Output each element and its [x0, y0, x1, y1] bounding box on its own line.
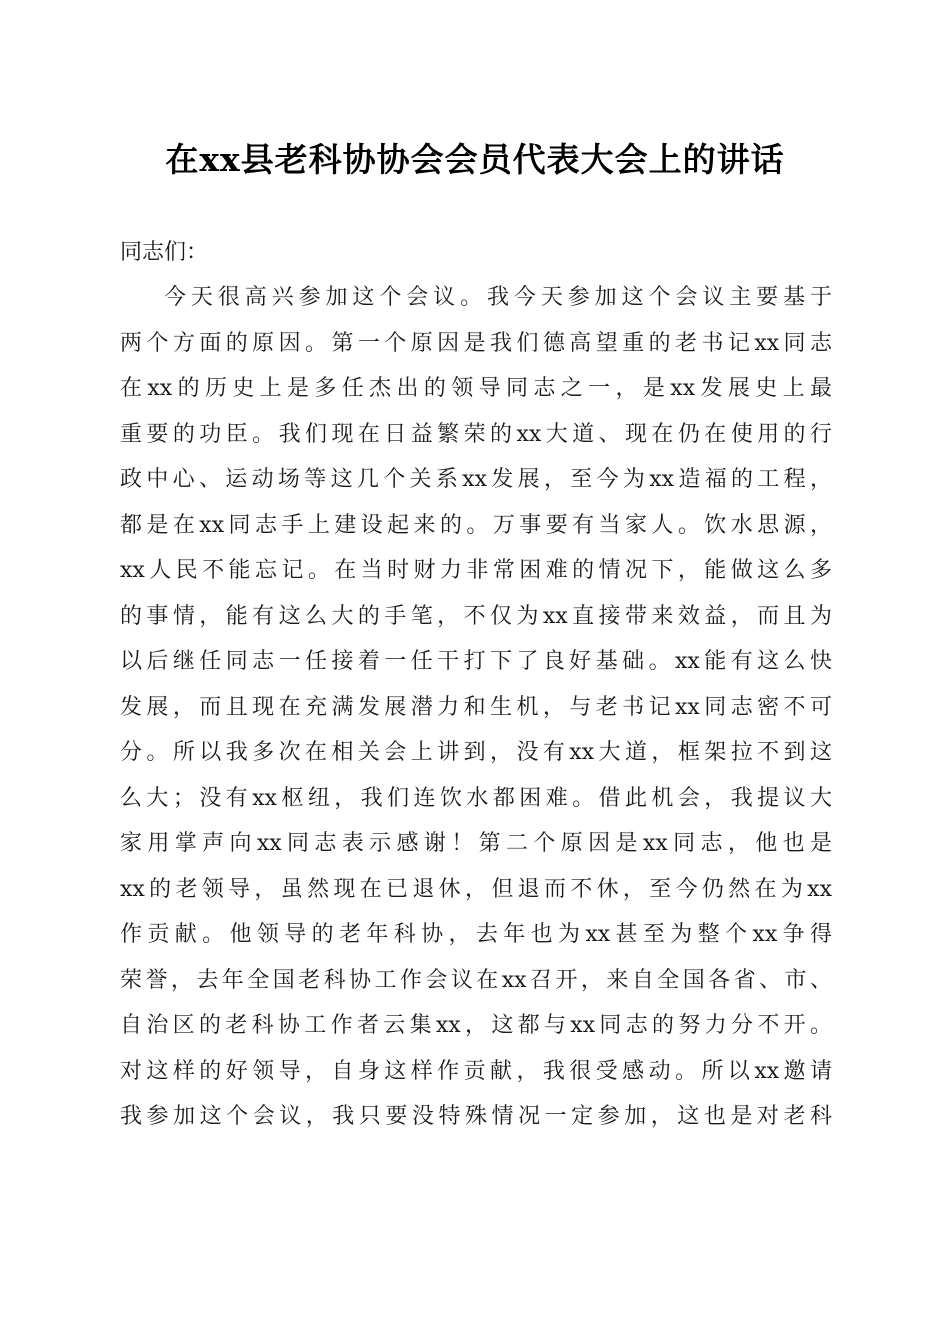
paragraph-line: 在xx的历史上是多任杰出的领导同志之一，是xx发展史上最 — [120, 376, 832, 401]
paragraph-line: 发展，而且现在充满发展潜力和生机，与老书记xx同志密不可 — [120, 694, 832, 720]
paragraph-line: 自治区的老科协工作者云集xx，这都与xx同志的努力分不开。 — [120, 1013, 832, 1038]
paragraph-line: 对这样的好领导，自身这样作贡献，我很受感动。所以xx邀请 — [120, 1058, 832, 1084]
paragraph-line: 的事情，能有这么大的手笔，不仅为xx直接带来效益，而且为 — [120, 603, 832, 629]
paragraph-line: 两个方面的原因。第一个原因是我们德高望重的老书记xx同志 — [120, 330, 832, 356]
paragraph-line: 政中心、运动场等这几个关系xx发展，至今为xx造福的工程， — [120, 467, 832, 492]
paragraph-line: xx的老领导，虽然现在已退休，但退而不休，至今仍然在为xx — [120, 876, 832, 902]
paragraph-line: 分。所以我多次在相关会上讲到，没有xx大道，框架拉不到这 — [120, 740, 832, 765]
paragraph-line: 荣誉，去年全国老科协工作会议在xx召开，来自全国各省、市、 — [120, 967, 832, 993]
document-title: 在xx县老科协协会会员代表大会上的讲话 — [165, 140, 785, 179]
paragraph-line: 家用掌声向xx同志表示感谢！第二个原因是xx同志，他也是 — [120, 831, 832, 856]
paragraph-line: 都是在xx同志手上建设起来的。万事要有当家人。饮水思源， — [120, 512, 832, 538]
paragraph — [120, 275, 832, 1140]
paragraph-line: 作贡献。他领导的老年科协，去年也为xx甚至为整个xx争得 — [120, 922, 832, 947]
paragraph-line: 今天很高兴参加这个会议。我今天参加这个会议主要基于 — [164, 285, 832, 310]
paragraph-line: 重要的功臣。我们现在日益繁荣的xx大道、现在仍在使用的行 — [120, 421, 832, 447]
paragraph-line: 么大；没有xx枢纽，我们连饮水都困难。借此机会，我提议大 — [120, 785, 832, 811]
paragraph-line: 以后继任同志一任接着一任干打下了良好基础。xx能有这么快 — [120, 649, 832, 674]
paragraph-line: 我参加这个会议，我只要没特殊情况一定参加，这也是对老科 — [120, 1104, 832, 1129]
salutation: 同志们： — [120, 240, 209, 265]
document-body — [120, 230, 832, 1140]
paragraph-line: xx人民不能忘记。在当时财力非常困难的情况下，能做这么多 — [120, 558, 832, 583]
